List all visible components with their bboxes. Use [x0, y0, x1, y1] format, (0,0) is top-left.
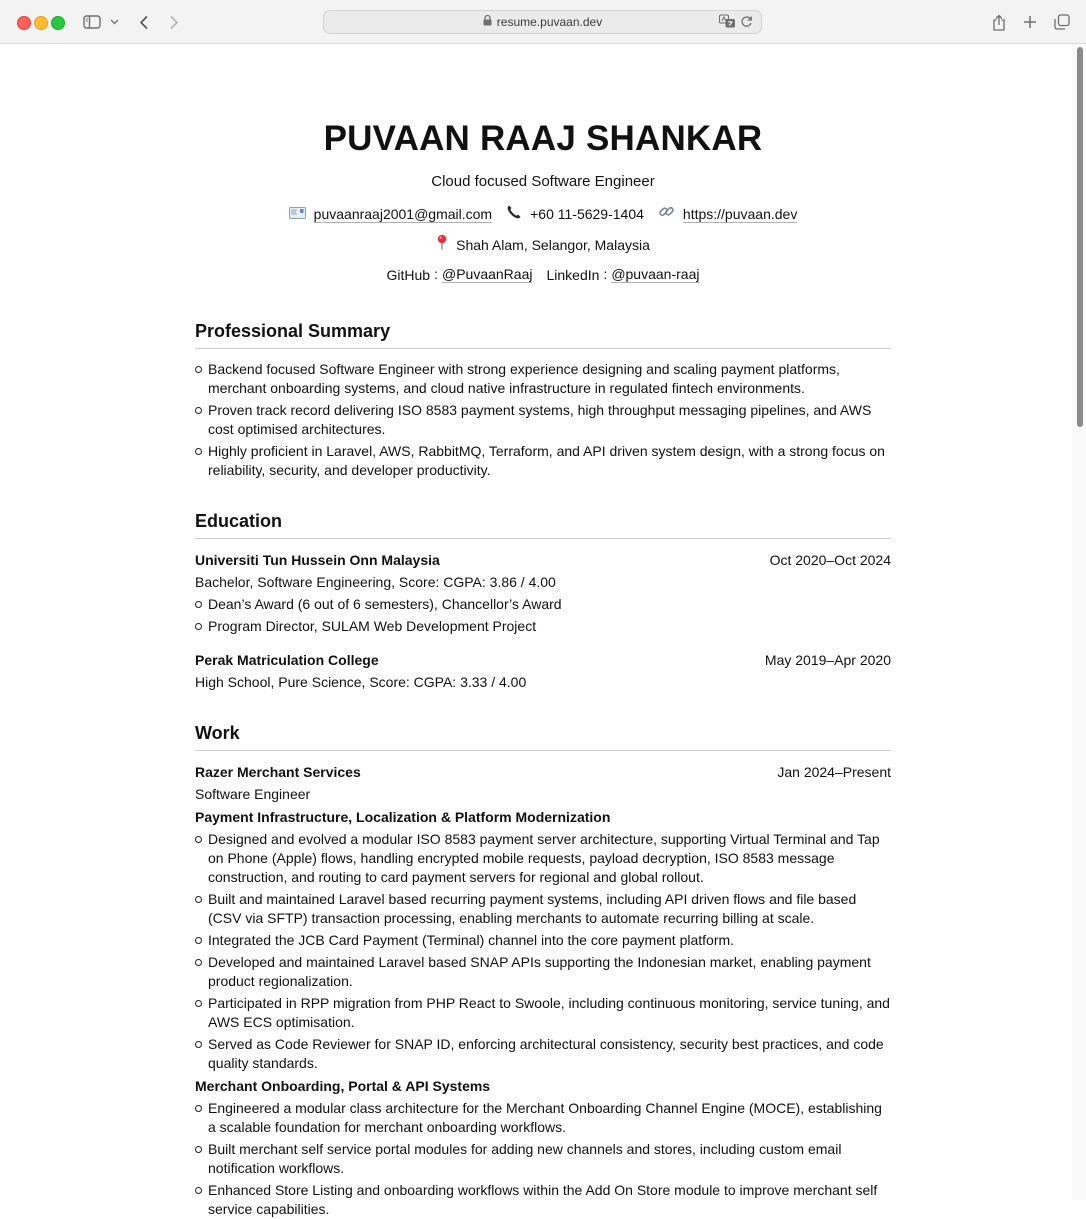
link-icon: [658, 203, 675, 225]
back-arrow-icon[interactable]: [134, 10, 154, 34]
list-item: Backend focused Software Engineer with strong experience designing and scaling payment platforms, merchant onboarding systems, and cloud native infrastructure in regulated fintech environments.: [195, 360, 891, 398]
work-group-title: Merchant Onboarding, Portal & API Systems: [195, 1078, 491, 1094]
phone-number: +60 11-5629-1404: [530, 206, 644, 222]
list-item: Participated in RPP migration from PHP React to Swoole, including continuous monitoring, service tuning, and AWS ECS optimisation.: [195, 994, 891, 1032]
position-title: Software Engineer: [195, 786, 311, 802]
work-group-list: [195, 830, 891, 1073]
profiles-row: [195, 264, 891, 284]
forward-arrow-icon[interactable]: [164, 10, 184, 34]
linkedin-link[interactable]: @puvaan-raaj: [611, 265, 700, 282]
resume-page: [195, 44, 891, 1219]
list-item: Highly proficient in Laravel, AWS, RabbitMQ, Terraform, and API driven system design, with a strong focus on reliability, security, and developer productivity.: [195, 442, 891, 480]
location-text: Shah Alam, Selangor, Malaysia: [456, 236, 650, 253]
education-entry-header: [195, 550, 891, 570]
github-link[interactable]: @PuvaanRaaj: [441, 265, 533, 282]
minimize-window-button[interactable]: [34, 16, 48, 30]
list-item: Built merchant self service portal modules for adding new channels and stores, including custom email notification workflows.: [195, 1140, 891, 1178]
reload-icon[interactable]: [740, 15, 753, 31]
work-heading: Work: [195, 722, 891, 751]
new-tab-plus-icon[interactable]: [1021, 10, 1039, 34]
list-item: Developed and maintained Laravel based SNAP APIs supporting the Indonesian market, enabling payment product regionalization.: [195, 953, 891, 991]
list-item: Integrated the JCB Card Payment (Terminal) channel into the core payment platform.: [195, 931, 891, 950]
company-name: Razer Merchant Services: [195, 764, 361, 780]
education-dates: May 2019–Apr 2020: [764, 652, 891, 668]
education-highlights: [195, 595, 891, 636]
linkedin-separator: :: [603, 266, 608, 282]
location-pin-icon: [436, 234, 448, 255]
candidate-title: Cloud focused Software Engineer: [431, 173, 655, 190]
education-entry-header: [195, 650, 891, 670]
linkedin-label: LinkedIn: [546, 267, 600, 283]
email-icon: [289, 204, 306, 224]
list-item: Proven track record delivering ISO 8583 payment systems, high throughput messaging pipelines, and AWS cost optimised architectures.: [195, 401, 891, 439]
work-entry-header: [195, 762, 891, 782]
lock-icon: [483, 15, 492, 29]
list-item: Engineered a modular class architecture for the Merchant Onboarding Channel Engine (MOCE), establishing a scalable foundation for merchant onboarding workflows.: [195, 1099, 891, 1137]
phone-icon: [506, 204, 522, 225]
list-item: Designed and evolved a modular ISO 8583 payment server architecture, supporting Virtual Terminal and Tap on Phone (Apple) flows, handling encrypted mobile requests, payload decryption, ISO 8583 message construction, and routing to card payment servers for regional and global rollout.: [195, 830, 891, 887]
browser-toolbar: [0, 0, 1086, 44]
url-text: resume.puvaan.dev: [496, 15, 603, 29]
sidebar-toggle-icon[interactable]: [82, 10, 102, 34]
share-icon[interactable]: [990, 10, 1008, 34]
github-separator: :: [434, 266, 438, 282]
summary-list: [195, 360, 891, 480]
scrollbar-thumb[interactable]: [1077, 47, 1083, 427]
email-link[interactable]: puvaanraaj2001@gmail.com: [313, 205, 493, 222]
education-dates: Oct 2020–Oct 2024: [769, 552, 891, 568]
list-item: Enhanced Store Listing and onboarding workflows within the Add On Store module to improve merchant self service capabilities.: [195, 1181, 891, 1219]
list-item: Served as Code Reviewer for SNAP ID, enforcing architectural consistency, security best practices, and code quality standards.: [195, 1035, 891, 1073]
website-link[interactable]: https://puvaan.dev: [682, 205, 798, 222]
work-group-list: [195, 1099, 891, 1219]
chevron-down-icon[interactable]: [108, 10, 120, 34]
summary-heading: Professional Summary: [195, 320, 891, 349]
institution-name: Perak Matriculation College: [195, 652, 379, 668]
institution-name: Universiti Tun Hussein Onn Malaysia: [195, 552, 440, 568]
github-label: GitHub: [386, 267, 431, 283]
candidate-name: PUVAAN RAAJ SHANKAR: [323, 119, 763, 158]
list-item: Built and maintained Laravel based recurring payment systems, including API driven flows and file based (CSV via SFTP) transaction processing, enabling merchants to automate recurring billing at scale.: [195, 890, 891, 928]
zoom-window-button[interactable]: [51, 16, 65, 30]
work-dates: Jan 2024–Present: [777, 764, 891, 780]
tab-overview-icon[interactable]: [1053, 10, 1071, 34]
degree-text: Bachelor, Software Engineering, Score: CGPA: 3.86 / 4.00: [195, 574, 556, 590]
contact-row: [195, 203, 891, 225]
location-row: [195, 234, 891, 255]
translate-icon[interactable]: [719, 14, 736, 31]
list-item: Program Director, SULAM Web Development Project: [195, 617, 891, 636]
work-group-title: Payment Infrastructure, Localization & Platform Modernization: [195, 809, 611, 825]
close-window-button[interactable]: [17, 16, 31, 30]
education-heading: Education: [195, 510, 891, 539]
address-bar[interactable]: [323, 10, 762, 34]
degree-text: High School, Pure Science, Score: CGPA: 3.33 / 4.00: [195, 674, 527, 690]
list-item: Dean’s Award (6 out of 6 semesters), Chancellor’s Award: [195, 595, 891, 614]
